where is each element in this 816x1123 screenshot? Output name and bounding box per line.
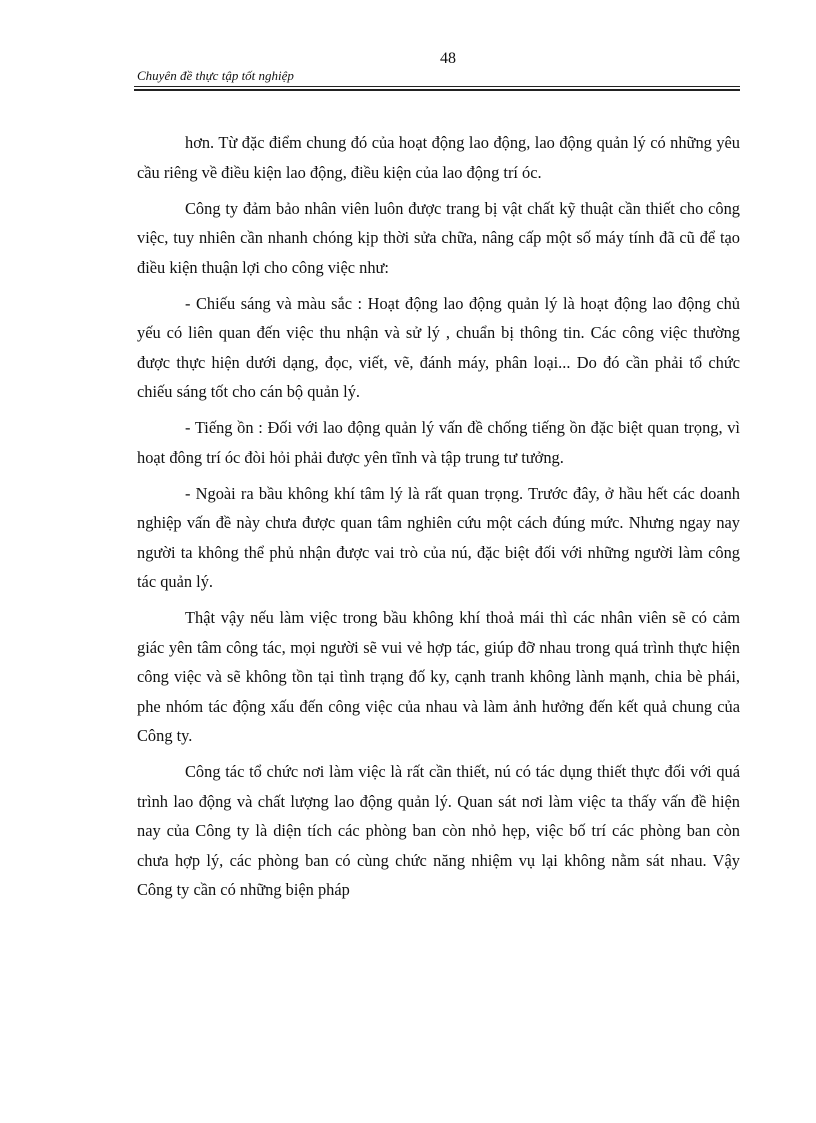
body-text [137, 128, 740, 911]
paragraph-2: Công ty đảm bảo nhân viên luôn được trang bị vật chất kỹ thuật cần thiết cho công việc, tuy nhiên cần nhanh chóng kịp thời sửa chữa, nâng cấp một số máy tính đã cũ để tạo điều kiện thuận lợi cho công việc như: [137, 198, 740, 277]
paragraph-3: - Chiếu sáng và màu sắc : Hoạt động lao động quản lý là hoạt động lao động chủ yếu có liên quan đến việc thu nhận và sử lý , chuẩn bị thông tin. Các công việc thường được thực hiện dưới dạng, đọc, viết, vẽ, đánh máy, phân loại... Do đó cần phải tổ chức chiếu sáng tốt cho cán bộ quản lý. [137, 293, 740, 401]
page-number: 48 [440, 50, 456, 67]
paragraph-6: Thật vậy nếu làm việc trong bầu không khí thoả mái thì các nhân viên sẽ có cảm giác yên tâm công tác, mọi người sẽ vui vẻ hợp tác, giúp đỡ nhau trong quá trình thực hiện công việc và sẽ không tồn tại tình trạng đố ky, cạnh tranh không lành mạnh, chia bè phái, phe nhóm tác động xấu đến công việc của nhau và làm ảnh hưởng đến kết quả chung của Công ty. [137, 608, 740, 745]
paragraph-5: - Ngoài ra bầu không khí tâm lý là rất quan trọng. Trước đây, ở hầu hết các doanh nghiệp vấn đề này chưa được quan tâm nghiên cứu một cách đúng mức. Nhưng ngay nay người ta không thể phủ nhận được vai trò của nú, đặc biệt đối với những người làm công tác quản lý. [137, 483, 740, 591]
paragraph-1: hơn. Từ đặc điểm chung đó của hoạt động lao động, lao động quản lý có những yêu cầu riêng về điều kiện lao động, điều kiện của lao động trí óc. [137, 133, 740, 182]
header-rule-thick [134, 89, 740, 91]
paragraph-7: Công tác tổ chức nơi làm việc là rất cần thiết, nú có tác dụng thiết thực đối với quá trình lao động và chất lượng lao động quản lý. Quan sát nơi làm việc ta thấy vấn đề hiện nay của Công ty là diện tích các phòng ban còn nhỏ hẹp, việc bố trí các phòng ban còn chưa hợp lý, các phòng ban có cùng chức năng nhiệm vụ lại không nằm sát nhau. Vậy Công ty cần có những biện pháp [137, 762, 740, 899]
header-rule-thin [134, 86, 740, 87]
paragraph-4: - Tiếng ồn : Đối với lao động quản lý vấn đề chống tiếng ồn đặc biệt quan trọng, vì hoạt đông trí óc đòi hỏi phải được yên tĩnh và tập trung tư tưởng. [137, 418, 740, 467]
running-header-title: Chuyên đề thực tập tốt nghiệp [137, 68, 294, 83]
